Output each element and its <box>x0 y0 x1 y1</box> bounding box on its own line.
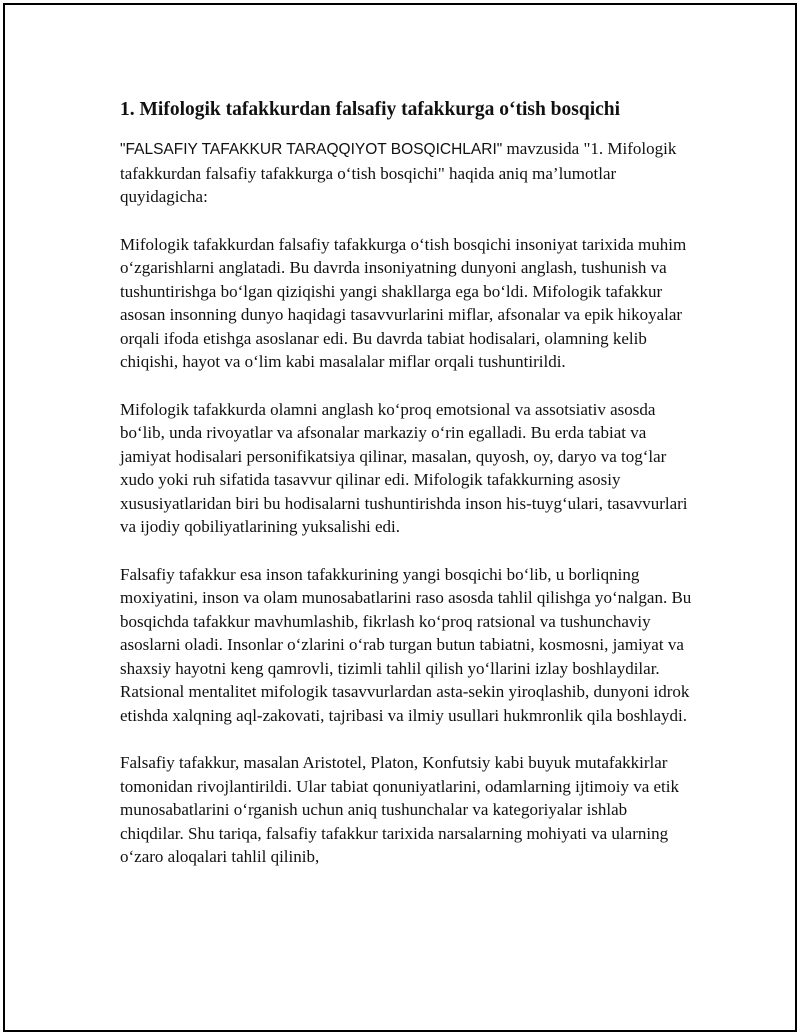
paragraph-3: Falsafiy tafakkur esa inson tafakkurining yangi bosqichi bo‘lib, u borliqning moxiyatini, inson va olam munosabatlarini raso asosda tahlil qilishga yo‘nalgan. Bu bosqichda tafakkur mavhumlashib, fikrlash ko‘proq ratsional va tushunchaviy asoslarni oladi. Insonlar o‘zlarini o‘rab turgan butun tabiatni, kosmosni, jamiyat va shaxsiy hayotni keng qamrovli, tizimli tahlil qilish yo‘llarini izlay boshlaydilar. Ratsional mentalitet mifologik tasavvurlardan asta-sekin yiroqlashib, dunyoni idrok etishda xalqning aql-zakovati, tajribasi va ilmiy usullari hukmronlik qila boshlaydi. <box>120 564 692 725</box>
intro-paragraph <box>120 137 695 209</box>
paragraph-2: Mifologik tafakkurda olamni anglash ko‘proq emotsional va assotsiativ asosda bo‘lib, unda rivoyatlar va afsonalar markaziy o‘rin egalladi. Bu erda tabiat va jamiyat hodisalari personifikatsiya qilinar, masalan, quyosh, oy, daryo va tog‘lar xudo yoki ruh sifatida tasavvur qilinar edi. Mifologik tafakkurning asosiy xususiyatlaridan biri bu hodisalarni tushuntirishda inson his-tuyg‘ulari, tasavvurlari va ijodiy qobiliyatlarining yuksalishi edi. <box>120 399 688 536</box>
intro-text: mavzusida "1. Mifologik tafakkurdan falsafiy tafakkurga o‘tish bosqichi" haqida aniq ma’lumotlar quyidagicha: <box>120 139 677 206</box>
page-title: 1. Mifologik tafakkurdan falsafiy tafakkurga o‘tish bosqichi <box>120 99 621 120</box>
intro-topic: "FALSAFIY TAFAKKUR TARAQQIYOT BOSQICHLARI" <box>120 141 503 158</box>
paragraph-4: Falsafiy tafakkur, masalan Aristotel, Platon, Konfutsiy kabi buyuk mutafakkirlar tomonidan rivojlantirildi. Ular tabiat qonuniyatlarini, odamlarning ijtimoiy va etik munosabatlarini o‘rganish uchun aniq tushunchalar va kategoriyalar ishlab chiqdilar. Shu tariqa, falsafiy tafakkur tarixida narsalarning mohiyati va ularning o‘zaro aloqalari tahlil qilinib, <box>120 753 679 866</box>
page-frame <box>3 3 797 1032</box>
document-body <box>120 97 695 893</box>
paragraph-1: Mifologik tafakkurdan falsafiy tafakkurga o‘tish bosqichi insoniyat tarixida muhim o‘zgarishlarni anglatadi. Bu davrda insoniyatning dunyoni anglash, tushunish va tushuntirishga bo‘lgan qiziqishi yangi shakllarga ega bo‘ldi. Mifologik tafakkur asosan insonning dunyo haqidagi tasavvurlarini miflar, afsonalar va epik hikoyalar orqali ifoda etishga asoslanar edi. Bu davrda tabiat hodisalari, olamning kelib chiqishi, hayot va o‘lim kabi masalalar miflar orqali tushuntirildi. <box>120 234 687 371</box>
